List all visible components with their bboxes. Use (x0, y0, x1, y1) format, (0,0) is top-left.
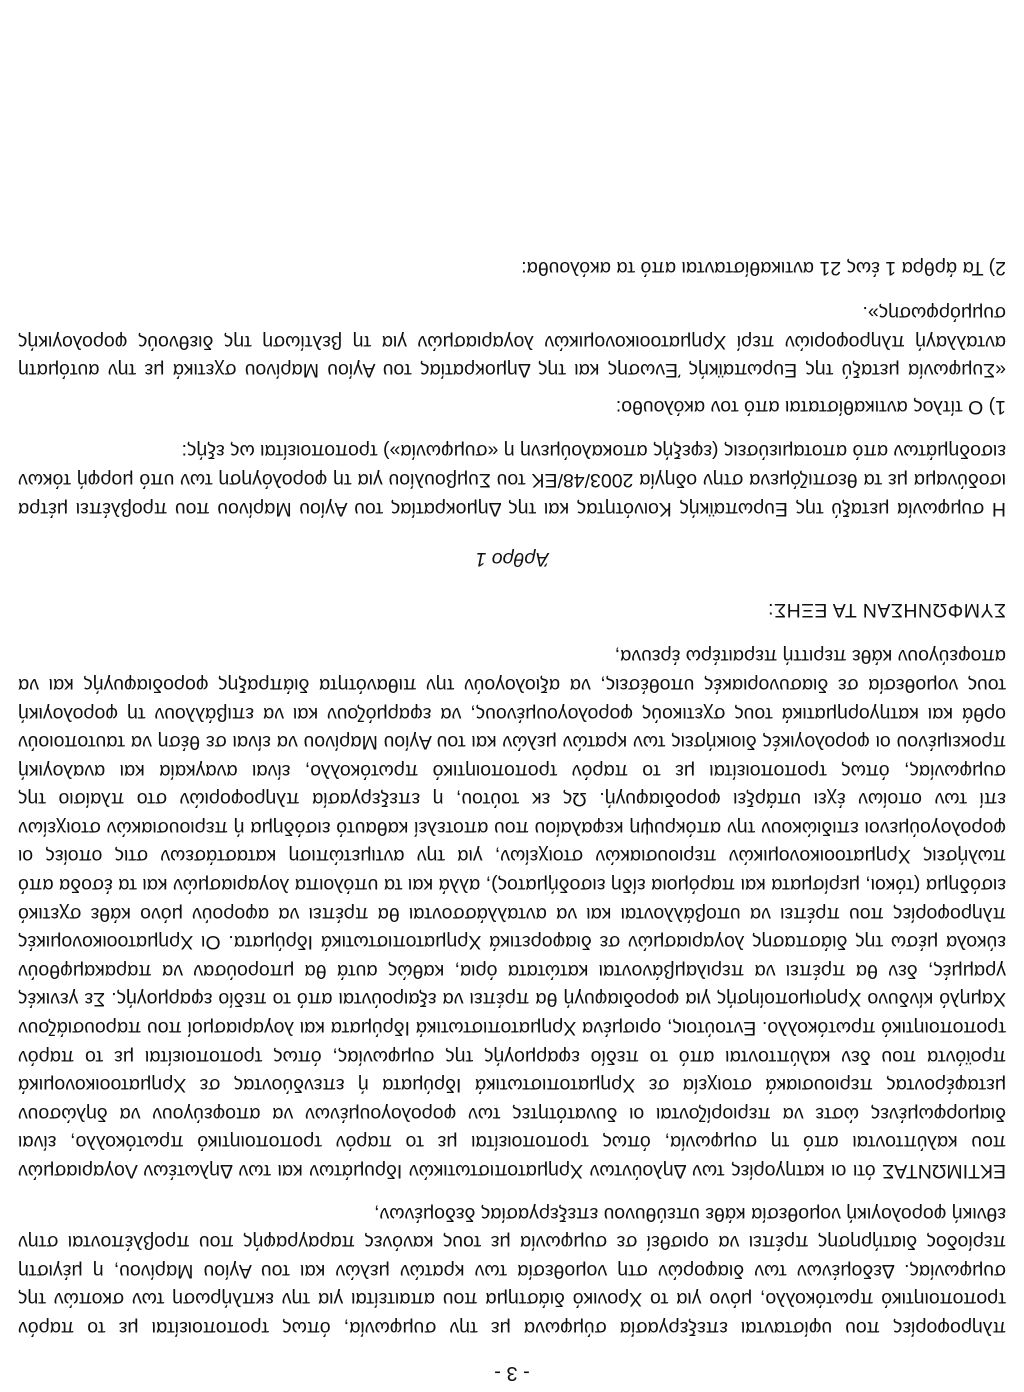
page-number: - 3 - (494, 1362, 530, 1384)
document-body (18, 246, 1006, 1342)
article-intro: Η συμφωνία μεταξύ της Ευρωπαϊκής Κοινότητας και της Δημοκρατίας του Αγίου Μαρίνου που προβλέπει μέτρα ισοδύναμα με τα θεσπιζόμενα στην οδηγία 2003/48/ΕΚ του Συμβουλίου για τη φορολόγηση των υπό μορφή τόκων εισοδημάτων από αποταμιεύσεις (εφεξής αποκαλούμενη η «συμφωνία») τροποποιείται ως εξής: (18, 440, 1006, 520)
item-1-text: «Συμφωνία μεταξύ της Ευρωπαϊκής Ένωσης και της Δημοκρατίας του Αγίου Μαρίνου σχετικά με την αυτόματη ανταλλαγή πληροφοριών περί Χρηματοοικονομικών λογαριασμών για τη βελτίωση της διεθνούς φορολογικής συμμόρφωσης». (18, 302, 1006, 382)
item-2-label: 2) Τα άρθρα 1 έως 21 αντικαθίστανται από τα ακόλουθα: (521, 257, 1006, 280)
paragraph-considering: ΕΚΤΙΜΩΝΤΑΣ ότι οι κατηγορίες των Δηλούντων Χρηματοπιστωτικών Ιδρυμάτων και των Δηλωτέων Λογαριασμών που καλύπτονται από τη συμφωνία, όπως τροποποιείται με το παρόν τροποποιητικό πρωτόκολλο, είναι διαμορφωμένες ώστε να περιορίζονται οι δυνατότητες των φορολογουμένων να αποφεύγουν να δηλώσουν μεταφέροντας περιουσιακά στοιχεία σε Χρηματοπιστωτικά Ιδρύματα ή επενδύοντας σε Χρηματοοικονομικά προϊόντα που δεν καλύπτονται από το πεδίο εφαρμογής της συμφωνίας, όπως τροποποιείται με το παρόν τροποποιητικό πρωτόκολλο. Εντούτοις, ορισμένα Χρηματοπιστωτικά Ιδρύματα και λογαριασμοί που παρουσιάζουν Χαμηλό κίνδυνο Χρησιμοποίησής για φοροδιαφυγή θα πρέπει να εξαιρούνται από το πεδίο εφαρμογής. Σε γενικές γραμμές, δεν θα πρέπει να περιλαμβάνονται κατώτατα όρια, καθώς αυτά θα μπορούσαν να παρακαμφθούν εύκολα μέσω της διάσπασης λογαριασμών σε διαφορετικά Χρηματοπιστωτικά Ιδρύματα. Οι Χρηματοοικονομικές πληροφορίες που πρέπει να υποβάλλονται και να ανταλλάσσονται θα πρέπει να αφορούν μόνο κάθε σχετικό εισόδημα (τόκοι, μερίσματα και παρόμοια είδη εισοδήματος), αλλά και τα υπόλοιπα λογαριασμών και τα έσοδα από πωλήσεις Χρηματοοικονομικών περιουσιακών στοιχείων, για την αντιμετώπιση καταστάσεων στις οποίες οι φορολογούμενοι επιδιώκουν την απόκρυψη κεφαλαίου που αποτελεί καθαυτό εισόδημα ή περιουσιακών στοιχείων επί των οποίων έχει υπάρξει φοροδιαφυγή. Ως εκ τούτου, η επεξεργασία πληροφοριών στο πλαίσιο της συμφωνίας, όπως τροποποιείται με το παρόν τροποποιητικό πρωτόκολλο, είναι αναγκαία και αναλογική προκειμένου οι φορολογικές διοικήσεις των κρατών μελών και του Αγίου Μαρίνου να είναι σε θέση να ταυτοποιούν ορθά και κατηγορηματικά τους σχετικούς φορολογουμένους, να εφαρμόζουν και να επιβάλλουν τη φορολογική τους νομοθεσία σε διασυνοριακές υποθέσεις, να αξιολογούν την πιθανότητα διάπραξης φοροδιαφυγής και να αποφεύγουν κάθε περιττή περαιτέρω έρευνα, (18, 645, 1006, 1183)
paragraph-retention: πληροφορίες που υφίστανται επεξεργασία σύμφωνα με την συμφωνία, όπως τροποποιείται με το παρόν τροποποιητικό πρωτόκολλο, μόνο για το Χρονικό διάστημα που απαιτείται για την εκπλήρωση των σκοπών της συμφωνίας. Δεδομένων των διαφορών στη νομοθεσία των κρατών μελών και του Αγίου Μαρίνου, η μέγιστη περίοδος διατήρησης πρέπει να ορισθεί σε συμφωνία με τους κανόνες παραγραφής που προβλέπονται στην εθνική φορολογική νομοθεσία κάθε υπεύθυνου επεξεργασίας δεδομένων, (18, 1202, 1006, 1339)
item-1-label: 1) Ο τίτλος αντικαθίσταται από τον ακόλουθο: (615, 395, 1006, 418)
article-title: Άρθρο 1 (475, 548, 549, 571)
agreed-heading: ΣΥΜΦΩΝΗΣΑΝ ΤΑ ΕΞΗΣ: (767, 598, 1006, 621)
